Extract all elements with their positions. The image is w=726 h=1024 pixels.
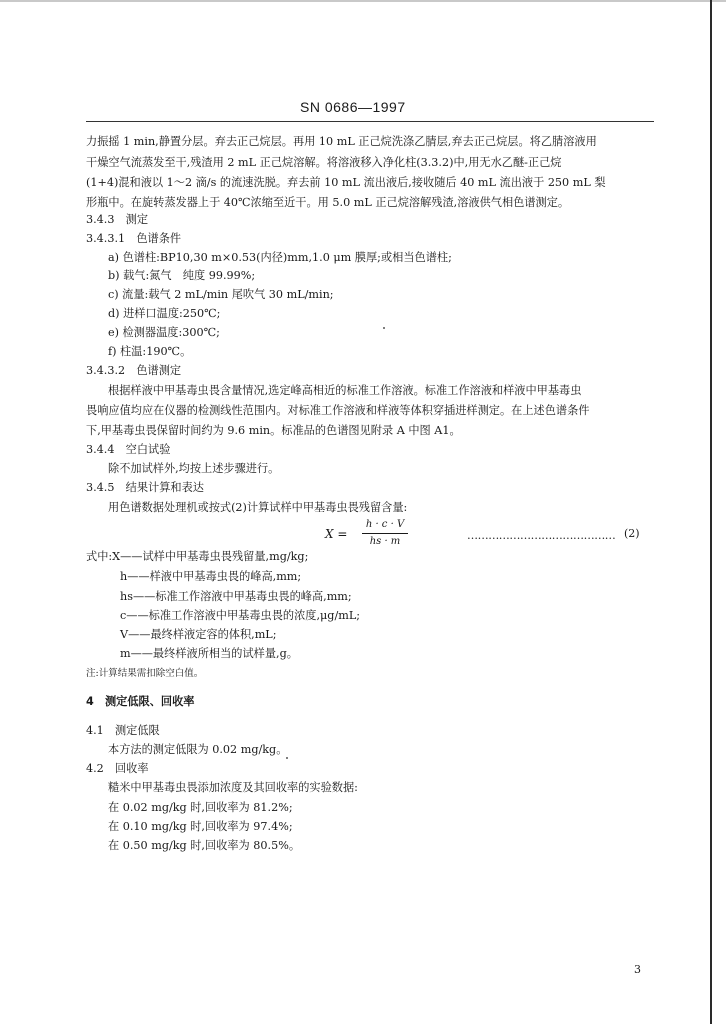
body-line: 力振摇 1 min,静置分层。弃去正己烷层。再用 10 mL 正己烷洗涤乙腈层,弃去正己烷层。将乙腈溶液用 <box>86 135 597 148</box>
equation-fraction <box>362 518 408 549</box>
list-item: a) 色谱柱:BP10,30 m×0.53(内径)mm,1.0 μm 膜厚;或相当色谱柱; <box>108 251 452 264</box>
body-line: 畏响应值均应在仪器的检测线性范围内。对标准工作溶液和样液等体积穿插进样测定。在上述色谱条件 <box>86 404 590 417</box>
recovery-data-line: 在 0.02 mg/kg 时,回收率为 81.2%; <box>108 801 293 814</box>
body-line: 除不加试样外,均按上述步骤进行。 <box>108 462 280 475</box>
recovery-data-line: 在 0.50 mg/kg 时,回收率为 80.5%。 <box>108 839 301 852</box>
equation-lhs: X = <box>325 527 348 541</box>
page-number: 3 <box>634 963 641 976</box>
list-item: b) 载气:氮气 纯度 99.99%; <box>108 269 256 282</box>
variable-definition: c——标准工作溶液中甲基毒虫畏的浓度,μg/mL; <box>120 609 361 622</box>
body-line: 用色谱数据处理机或按式(2)计算试样中甲基毒虫畏残留含量: <box>108 501 408 514</box>
section-heading: 3.4.3.1 色谱条件 <box>86 232 182 245</box>
variable-definition: 式中:X——试样中甲基毒虫畏残留量,mg/kg; <box>86 550 309 563</box>
scan-top-edge <box>0 0 726 2</box>
list-item: f) 柱温:190℃。 <box>108 345 192 358</box>
chapter-heading: 4 测定低限、回收率 <box>86 695 195 708</box>
equation-denominator: hs · m <box>369 536 401 547</box>
body-line: 糙米中甲基毒虫畏添加浓度及其回收率的实验数据: <box>108 781 358 794</box>
variable-definition: h——样液中甲基毒虫畏的峰高,mm; <box>120 570 302 583</box>
section-heading: 3.4.5 结果计算和表达 <box>86 481 204 494</box>
variable-definition: V——最终样液定容的体积,mL; <box>120 628 277 641</box>
fraction-bar <box>362 533 408 534</box>
scan-speck <box>286 757 288 759</box>
scan-speck <box>383 327 385 329</box>
list-item: c) 流量:载气 2 mL/min 尾吹气 30 mL/min; <box>108 288 334 301</box>
standard-id-header: SN 0686—1997 <box>300 99 406 115</box>
body-line: (1+4)混和液以 1～2 滴/s 的流速洗脱。弃去前 10 mL 流出液后,接收随后 40 mL 流出液于 250 mL 梨 <box>86 176 606 189</box>
variable-definition: hs——标准工作溶液中甲基毒虫畏的峰高,mm; <box>120 590 352 603</box>
body-line: 形瓶中。在旋转蒸发器上于 40℃浓缩至近干。用 5.0 mL 正己烷溶解残渣,溶液供气相色谱测定。 <box>86 196 570 209</box>
body-line: 下,甲基毒虫畏保留时间约为 9.6 min。标准品的色谱图见附录 A 中图 A1。 <box>86 424 461 437</box>
list-item: e) 检测器温度:300℃; <box>108 326 220 339</box>
equation-numerator: h · c · V <box>365 519 405 530</box>
body-line: 根据样液中甲基毒虫畏含量情况,选定峰高相近的标准工作溶液。标准工作溶液和样液中甲基毒虫 <box>108 384 582 397</box>
section-heading: 3.4.3 测定 <box>86 213 149 226</box>
header-rule <box>86 121 654 122</box>
body-line: 本方法的测定低限为 0.02 mg/kg。 <box>108 743 288 756</box>
body-line: 干燥空气流蒸发至干,残渣用 2 mL 正己烷溶解。将溶液移入净化柱(3.3.2)中,用无水乙醚-正己烷 <box>86 156 562 169</box>
section-heading: 4.1 测定低限 <box>86 724 160 737</box>
scan-right-edge <box>710 0 712 1024</box>
equation-number: (2) <box>624 527 640 540</box>
section-heading: 4.2 回收率 <box>86 762 149 775</box>
variable-definition: m——最终样液所相当的试样量,g。 <box>120 647 298 660</box>
section-heading: 3.4.3.2 色谱测定 <box>86 364 182 377</box>
equation-leader-dots: …………………………………… <box>467 529 616 542</box>
section-heading: 3.4.4 空白试验 <box>86 443 171 456</box>
recovery-data-line: 在 0.10 mg/kg 时,回收率为 97.4%; <box>108 820 293 833</box>
calculation-note: 注:计算结果需扣除空白值。 <box>86 668 204 679</box>
list-item: d) 进样口温度:250℃; <box>108 307 221 320</box>
